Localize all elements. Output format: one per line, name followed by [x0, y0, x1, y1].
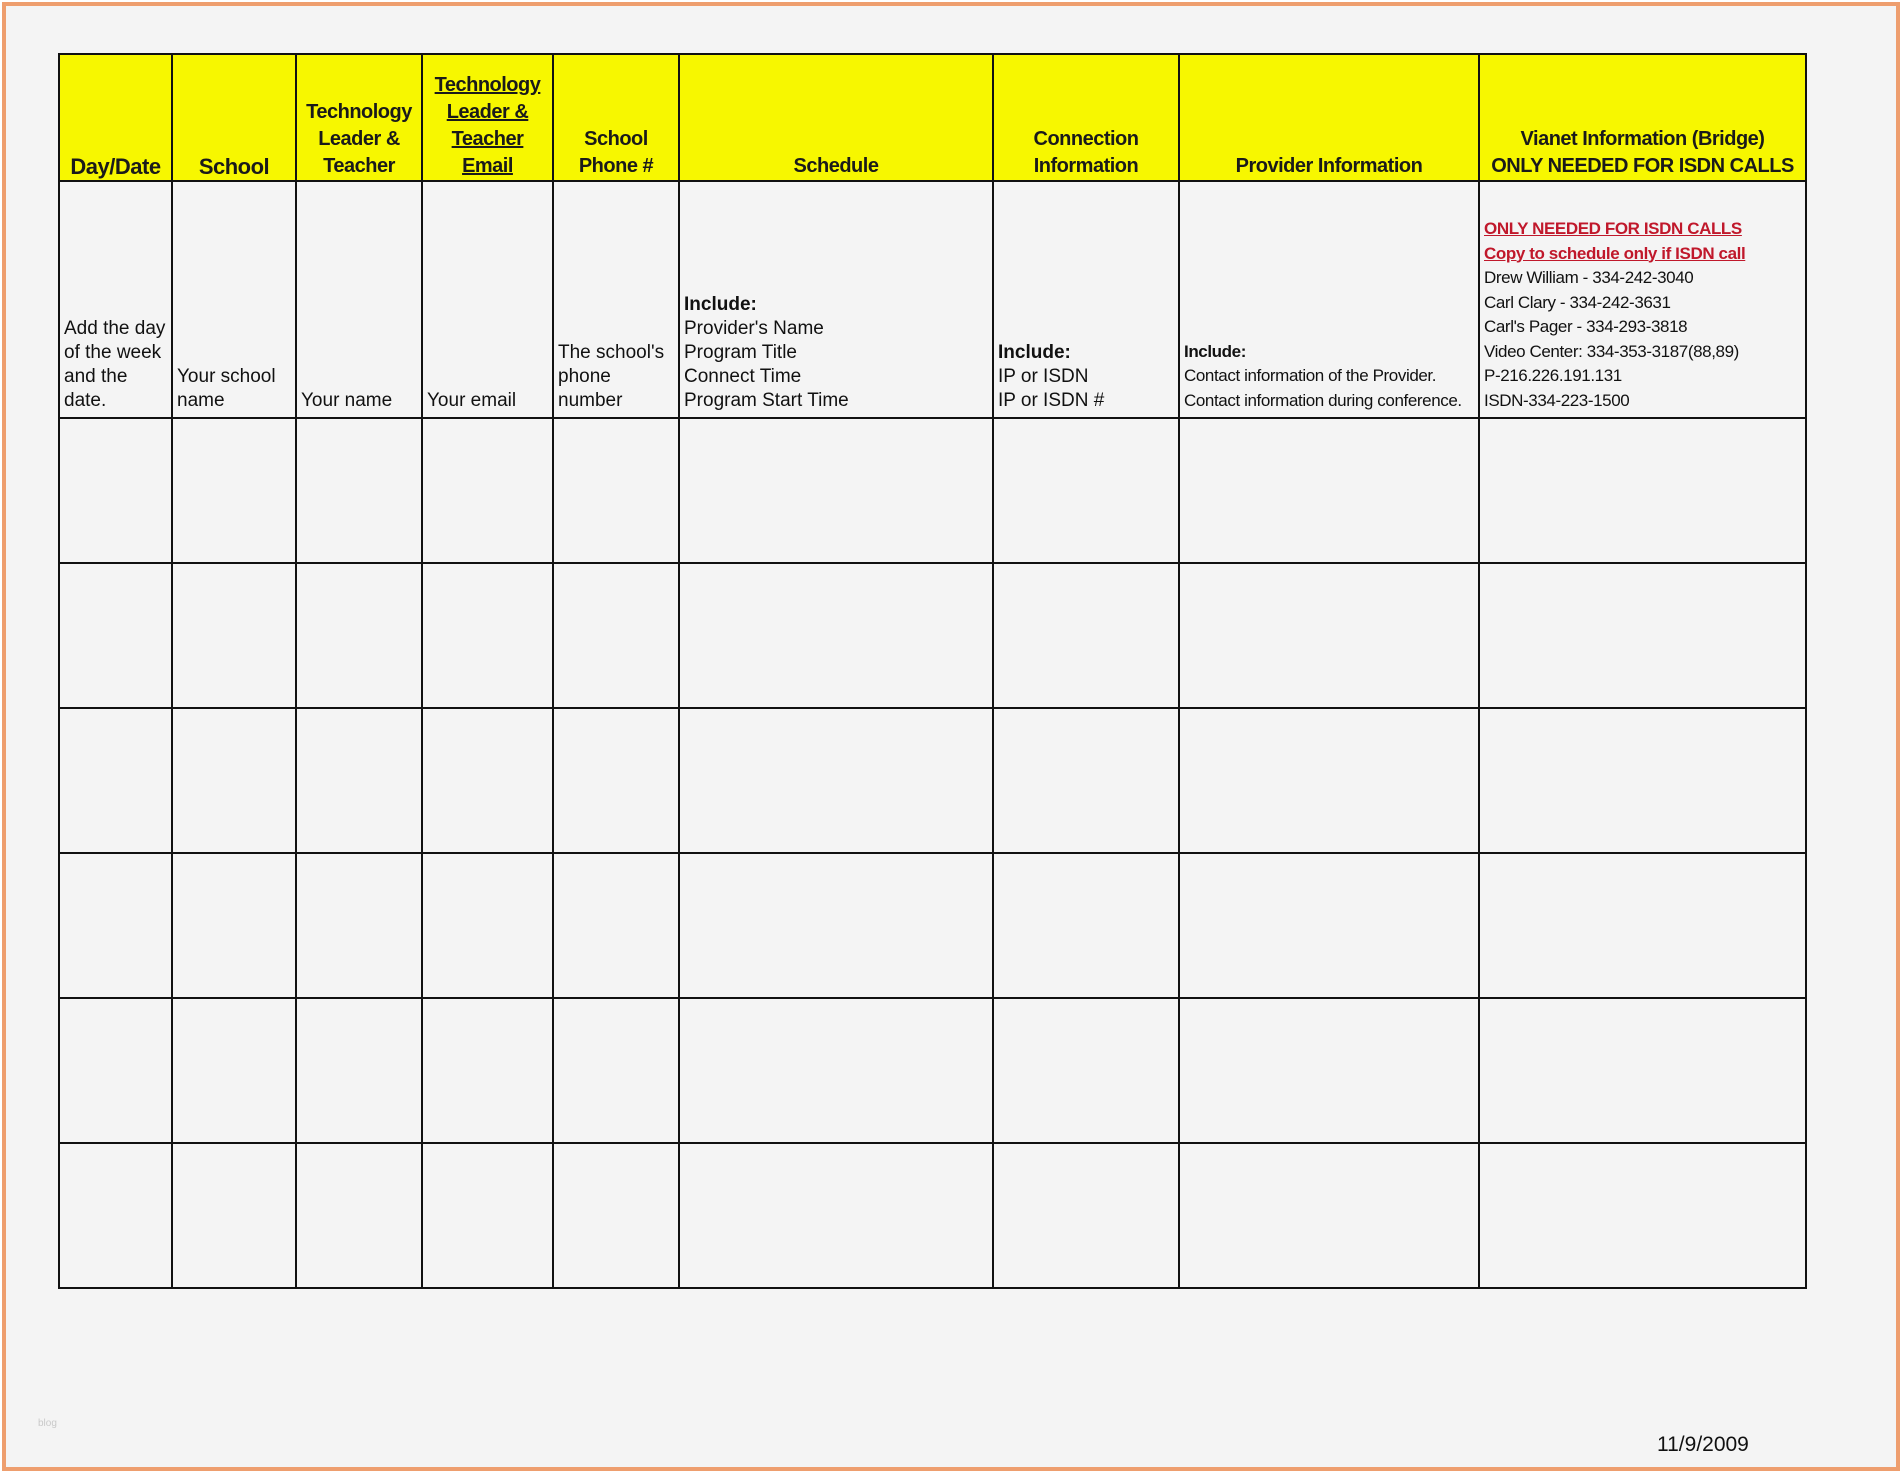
- blank-cell[interactable]: [296, 418, 422, 563]
- blank-cell[interactable]: [172, 1143, 296, 1288]
- header-phone-line: Phone #: [578, 155, 654, 177]
- header-tech-leader-line: Technology: [306, 101, 412, 123]
- blank-row: [59, 853, 1806, 998]
- header-phone-line: School: [584, 128, 648, 150]
- cell-line: The school's: [558, 342, 665, 363]
- blank-row: [59, 563, 1806, 708]
- blank-cell[interactable]: [172, 998, 296, 1143]
- cell-line: phone: [558, 366, 611, 387]
- cell-line: Your school: [177, 366, 276, 387]
- blank-cell[interactable]: [296, 563, 422, 708]
- blank-cell[interactable]: [422, 563, 553, 708]
- cell-line: Contact information during conference.: [1184, 390, 1462, 410]
- blank-cell[interactable]: [172, 853, 296, 998]
- blank-row: [59, 418, 1806, 563]
- blank-cell[interactable]: [679, 708, 993, 853]
- header-tech-email-line: Leader &: [446, 101, 529, 123]
- blank-cell[interactable]: [553, 563, 679, 708]
- blank-cell[interactable]: [1479, 1143, 1806, 1288]
- cell-tech-leader[interactable]: [296, 181, 422, 418]
- cell-line: Program Title: [684, 342, 797, 363]
- blank-cell[interactable]: [1479, 708, 1806, 853]
- blank-cell[interactable]: [1479, 853, 1806, 998]
- cell-line: and the: [64, 366, 128, 387]
- blank-cell[interactable]: [59, 563, 172, 708]
- blank-cell[interactable]: [553, 998, 679, 1143]
- blank-cell[interactable]: [553, 853, 679, 998]
- header-schedule: Schedule: [679, 54, 993, 181]
- cell-line: number: [558, 390, 623, 411]
- blank-cell[interactable]: [993, 853, 1179, 998]
- blank-cell[interactable]: [993, 998, 1179, 1143]
- isdn-note: Copy to schedule only if ISDN call: [1484, 243, 1746, 263]
- blank-cell[interactable]: [422, 998, 553, 1143]
- header-vianet-line: ONLY NEEDED FOR ISDN CALLS: [1491, 155, 1794, 177]
- blank-cell[interactable]: [422, 708, 553, 853]
- header-vianet-line: Vianet Information (Bridge): [1520, 128, 1765, 150]
- blank-cell[interactable]: [172, 418, 296, 563]
- blank-cell[interactable]: [422, 418, 553, 563]
- cell-line: Include:: [998, 342, 1071, 363]
- blank-cell[interactable]: [59, 998, 172, 1143]
- blank-cell[interactable]: [1179, 998, 1479, 1143]
- blank-cell[interactable]: [296, 853, 422, 998]
- blank-cell[interactable]: [679, 563, 993, 708]
- blank-cell[interactable]: [1179, 418, 1479, 563]
- header-tech-leader-line: Leader &: [318, 128, 400, 150]
- blank-cell[interactable]: [679, 998, 993, 1143]
- blank-cell[interactable]: [1179, 563, 1479, 708]
- header-tech-email-line: Technology: [434, 74, 541, 96]
- header-phone: [553, 54, 679, 181]
- header-day-date: Day/Date: [59, 54, 172, 181]
- blank-cell[interactable]: [1179, 853, 1479, 998]
- header-tech-email-line: Email: [462, 155, 513, 177]
- header-connection-line: Connection: [1033, 128, 1139, 150]
- schedule-table: [58, 53, 1807, 1289]
- header-tech-email-line: Teacher: [451, 128, 524, 150]
- cell-vianet[interactable]: [1479, 181, 1806, 418]
- blank-row: [59, 998, 1806, 1143]
- watermark: blog: [38, 1418, 57, 1429]
- blank-row: [59, 708, 1806, 853]
- blank-cell[interactable]: [172, 708, 296, 853]
- blank-cell[interactable]: [1179, 708, 1479, 853]
- blank-cell[interactable]: [993, 1143, 1179, 1288]
- cell-line: Connect Time: [684, 366, 802, 387]
- contact-line: Carl's Pager - 334-293-3818: [1484, 317, 1688, 336]
- blank-cell[interactable]: [59, 853, 172, 998]
- cell-line: of the week: [64, 342, 162, 363]
- header-row: [59, 54, 1806, 181]
- header-school: School: [172, 54, 296, 181]
- blank-cell[interactable]: [296, 998, 422, 1143]
- blank-cell[interactable]: [553, 1143, 679, 1288]
- cell-connection[interactable]: [993, 181, 1179, 418]
- cell-line: Include:: [684, 294, 757, 315]
- blank-row: [59, 1143, 1806, 1288]
- blank-cell[interactable]: [422, 853, 553, 998]
- sample-row: [59, 181, 1806, 418]
- cell-phone[interactable]: [553, 181, 679, 418]
- blank-cell[interactable]: [59, 418, 172, 563]
- header-tech-leader: [296, 54, 422, 181]
- header-tech-leader-line: Teacher: [323, 155, 395, 177]
- contact-line: Drew William - 334-242-3040: [1484, 268, 1694, 287]
- contact-line: P-216.226.191.131: [1484, 366, 1622, 385]
- header-vianet: [1479, 54, 1806, 181]
- cell-tech-email[interactable]: [422, 181, 553, 418]
- blank-cell[interactable]: [1479, 563, 1806, 708]
- blank-cell[interactable]: [296, 1143, 422, 1288]
- blank-cell[interactable]: [679, 1143, 993, 1288]
- blank-cell[interactable]: [59, 1143, 172, 1288]
- cell-line: Your name: [301, 390, 393, 411]
- cell-day-date[interactable]: [59, 181, 172, 418]
- blank-cell[interactable]: [59, 708, 172, 853]
- contact-line: Video Center: 334-353-3187(88,89): [1484, 341, 1739, 361]
- blank-cell[interactable]: [296, 708, 422, 853]
- contact-line: Carl Clary - 334-242-3631: [1484, 292, 1671, 312]
- header-provider: Provider Information: [1179, 54, 1479, 181]
- cell-line: Add the day: [64, 318, 166, 339]
- blank-cell[interactable]: [422, 1143, 553, 1288]
- blank-cell[interactable]: [993, 563, 1179, 708]
- blank-cell[interactable]: [553, 418, 679, 563]
- cell-schedule[interactable]: [679, 181, 993, 418]
- blank-cell[interactable]: [1479, 418, 1806, 563]
- blank-cell[interactable]: [993, 418, 1179, 563]
- blank-cell[interactable]: [1479, 998, 1806, 1143]
- cell-line: IP or ISDN #: [998, 390, 1105, 411]
- blank-cell[interactable]: [679, 418, 993, 563]
- cell-provider[interactable]: [1179, 181, 1479, 418]
- blank-cell[interactable]: [172, 563, 296, 708]
- blank-cell[interactable]: [993, 708, 1179, 853]
- cell-school[interactable]: [172, 181, 296, 418]
- cell-line: Program Start Time: [684, 390, 849, 411]
- blank-cell[interactable]: [679, 853, 993, 998]
- isdn-note: ONLY NEEDED FOR ISDN CALLS: [1484, 219, 1742, 238]
- blank-cell[interactable]: [553, 708, 679, 853]
- header-tech-email: [422, 54, 553, 181]
- cell-line: Provider's Name: [684, 318, 824, 339]
- cell-line: date.: [64, 390, 107, 411]
- cell-line: Include:: [1184, 341, 1246, 361]
- cell-line: IP or ISDN: [998, 366, 1089, 387]
- header-connection: [993, 54, 1179, 181]
- blank-cell[interactable]: [1179, 1143, 1479, 1288]
- cell-line: Your email: [427, 390, 517, 411]
- footer-date: 11/9/2009: [1657, 1433, 1749, 1456]
- contact-line: ISDN-334-223-1500: [1484, 390, 1630, 410]
- cell-line: Contact information of the Provider.: [1184, 366, 1437, 385]
- header-connection-line: Information: [1033, 155, 1139, 177]
- cell-line: name: [177, 390, 225, 411]
